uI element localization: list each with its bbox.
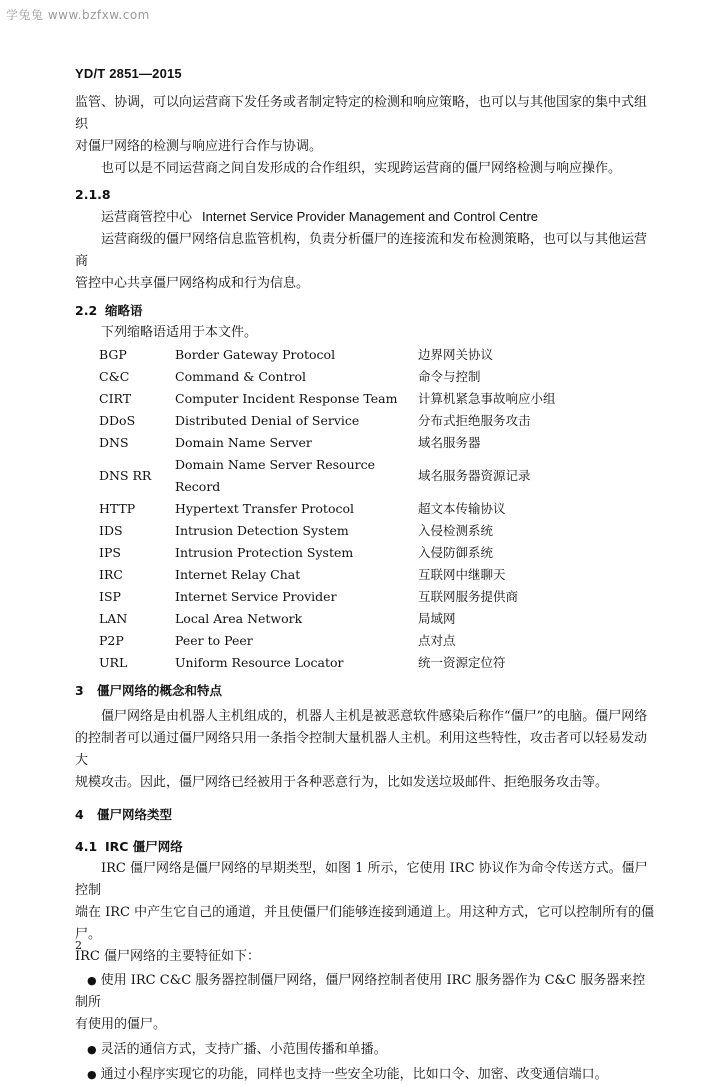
abbr-code: LAN [99, 611, 128, 626]
abbr-english: Internet Service Provider [175, 589, 337, 604]
paragraph-line: 规模攻击。因此，僵尸网络已经被用于各种恶意行为，比如发送垃圾邮件、拒绝服务攻击等。 [75, 775, 609, 790]
bullet-text: 使用 IRC C&C 服务器控制僵尸网络，僵尸网络控制者使用 IRC 服务器作为 C&C 服务器来控制所 [75, 973, 646, 1010]
abbr-english: Intrusion Protection System [175, 545, 354, 560]
abbr-chinese: 点对点 [418, 633, 456, 648]
table-row [99, 432, 556, 454]
abbr-chinese: 局域网 [418, 611, 456, 626]
section-heading-4-1 [75, 836, 655, 858]
bullet-item [75, 1064, 655, 1086]
section-number: 2.2 [75, 303, 98, 318]
table-row [99, 344, 556, 366]
abbr-chinese: 入侵检测系统 [418, 523, 494, 538]
abbr-code: ISP [99, 589, 121, 604]
section-title: IRC 僵尸网络 [105, 839, 183, 854]
abbr-code: HTTP [99, 501, 136, 516]
paragraph-line: IRC 僵尸网络的主要特征如下： [75, 949, 261, 964]
abbr-english: Distributed Denial of Service [175, 413, 360, 428]
paragraph: 也可以是不同运营商之间自发形成的合作组织，实现跨运营商的僵尸网络检测与响应操作。 [101, 161, 622, 176]
bullet-text: 通过小程序实现它的功能，同样也支持一些安全功能，比如口令、加密、改变通信端口。 [100, 1067, 608, 1082]
abbr-english: Local Area Network [175, 611, 303, 626]
table-row [99, 542, 556, 564]
table-row [99, 608, 556, 630]
abbr-english: Hypertext Transfer Protocol [175, 501, 354, 516]
abbreviations-table [99, 344, 556, 674]
table-row [99, 652, 556, 674]
abbr-code: IDS [99, 523, 123, 538]
paragraph-line: 的控制者可以通过僵尸网络只用一条指令控制大量机器人主机。利用这些特性，攻击者可以轻易发动大 [75, 731, 648, 768]
abbr-english: Peer to Peer [175, 633, 253, 648]
section-title: 缩略语 [105, 303, 143, 318]
paragraph-line: IRC 僵尸网络是僵尸网络的早期类型，如图 1 所示，它使用 IRC 协议作为命令传送方式。僵尸控制 [75, 861, 648, 898]
page-number: 2 [75, 939, 82, 952]
bullet-item [75, 1039, 655, 1061]
abbreviations-intro: 下列缩略语适用于本文件。 [101, 325, 258, 340]
bullet-icon: ● [87, 1043, 97, 1056]
table-row [99, 388, 556, 410]
paragraph-line: 监管、协调，可以向运营商下发任务或者制定特定的检测和响应策略，也可以与其他国家的集中式组织 [75, 95, 648, 132]
abbr-code: C&C [99, 369, 130, 384]
abbr-code: URL [99, 655, 128, 670]
abbr-code: IPS [99, 545, 121, 560]
abbr-chinese: 命令与控制 [418, 369, 481, 384]
abbr-code: CIRT [99, 391, 132, 406]
abbr-english: Computer Incident Response Team [175, 391, 398, 406]
abbr-chinese: 统一资源定位符 [418, 655, 506, 670]
table-row [99, 454, 556, 498]
term-definition-line: 运营商级的僵尸网络信息监管机构，负责分析僵尸的连接流和发布检测策略，也可以与其他运营商 [75, 232, 648, 269]
section-number: 3 [75, 683, 84, 698]
table-row [99, 498, 556, 520]
bullet-icon: ● [87, 974, 97, 987]
abbr-code: P2P [99, 633, 124, 648]
abbr-chinese: 域名服务器资源记录 [418, 468, 531, 483]
abbr-chinese: 计算机紧急事故响应小组 [418, 391, 556, 406]
abbr-code: DDoS [99, 413, 136, 428]
abbr-chinese: 边界网关协议 [418, 347, 494, 362]
bullet-continuation: 有使用的僵尸。 [75, 1017, 167, 1032]
section-number: 4 [75, 807, 84, 822]
table-row [99, 366, 556, 388]
abbr-english: Intrusion Detection System [175, 523, 349, 538]
document-header: YD/T 2851—2015 [75, 66, 182, 81]
abbr-english: Domain Name Server [175, 435, 312, 450]
section-heading-2-2 [75, 300, 655, 322]
watermark: 学兔兔 www.bzfxw.com [6, 8, 150, 22]
paragraph-line: 僵尸网络是由机器人主机组成的，机器人主机是被恶意软件感染后称作“僵尸”的电脑。僵尸网络 [101, 709, 648, 724]
term-english: Internet Service Provider Management and Control Centre [202, 209, 539, 224]
abbr-english: Internet Relay Chat [175, 567, 301, 582]
abbr-chinese: 互联网中继聊天 [418, 567, 506, 582]
table-row [99, 410, 556, 432]
table-row [99, 630, 556, 652]
section-title: 僵尸网络类型 [97, 807, 173, 822]
bullet-item [75, 970, 655, 1014]
bullet-text: 灵活的通信方式，支持广播、小范围传播和单播。 [100, 1042, 387, 1057]
abbr-chinese: 入侵防御系统 [418, 545, 494, 560]
abbr-code: BGP [99, 347, 127, 362]
table-row [99, 520, 556, 542]
term-entry [101, 206, 655, 229]
bullet-icon: ● [87, 1068, 97, 1081]
paragraph-line: 对僵尸网络的检测与响应进行合作与协调。 [75, 139, 323, 154]
section-number: 4.1 [75, 839, 98, 854]
section-heading-3 [75, 680, 655, 702]
abbr-code: DNS [99, 435, 129, 450]
abbr-code: DNS RR [99, 468, 152, 483]
abbr-english: Border Gateway Protocol [175, 347, 336, 362]
term-definition-line: 管控中心共享僵尸网络构成和行为信息。 [75, 276, 310, 291]
abbr-english: Domain Name Server Resource Record [175, 457, 376, 494]
abbr-chinese: 互联网服务提供商 [418, 589, 519, 604]
section-heading-4 [75, 804, 655, 826]
abbr-code: IRC [99, 567, 123, 582]
abbr-chinese: 分布式拒绝服务攻击 [418, 413, 531, 428]
term-chinese: 运营商管控中心 [101, 210, 193, 225]
abbr-chinese: 超文本传输协议 [418, 501, 506, 516]
page-content [75, 92, 655, 1086]
abbr-english: Command & Control [175, 369, 307, 384]
table-row [99, 586, 556, 608]
abbr-chinese: 域名服务器 [418, 435, 481, 450]
abbr-english: Uniform Resource Locator [175, 655, 344, 670]
table-row [99, 564, 556, 586]
clause-number-2-1-8: 2.1.8 [75, 187, 111, 202]
paragraph-line: 端在 IRC 中产生它自己的通道，并且使僵尸们能够连接到通道上。用这种方式，它可以控制所有的僵尸。 [75, 905, 655, 942]
section-title: 僵尸网络的概念和特点 [97, 683, 223, 698]
